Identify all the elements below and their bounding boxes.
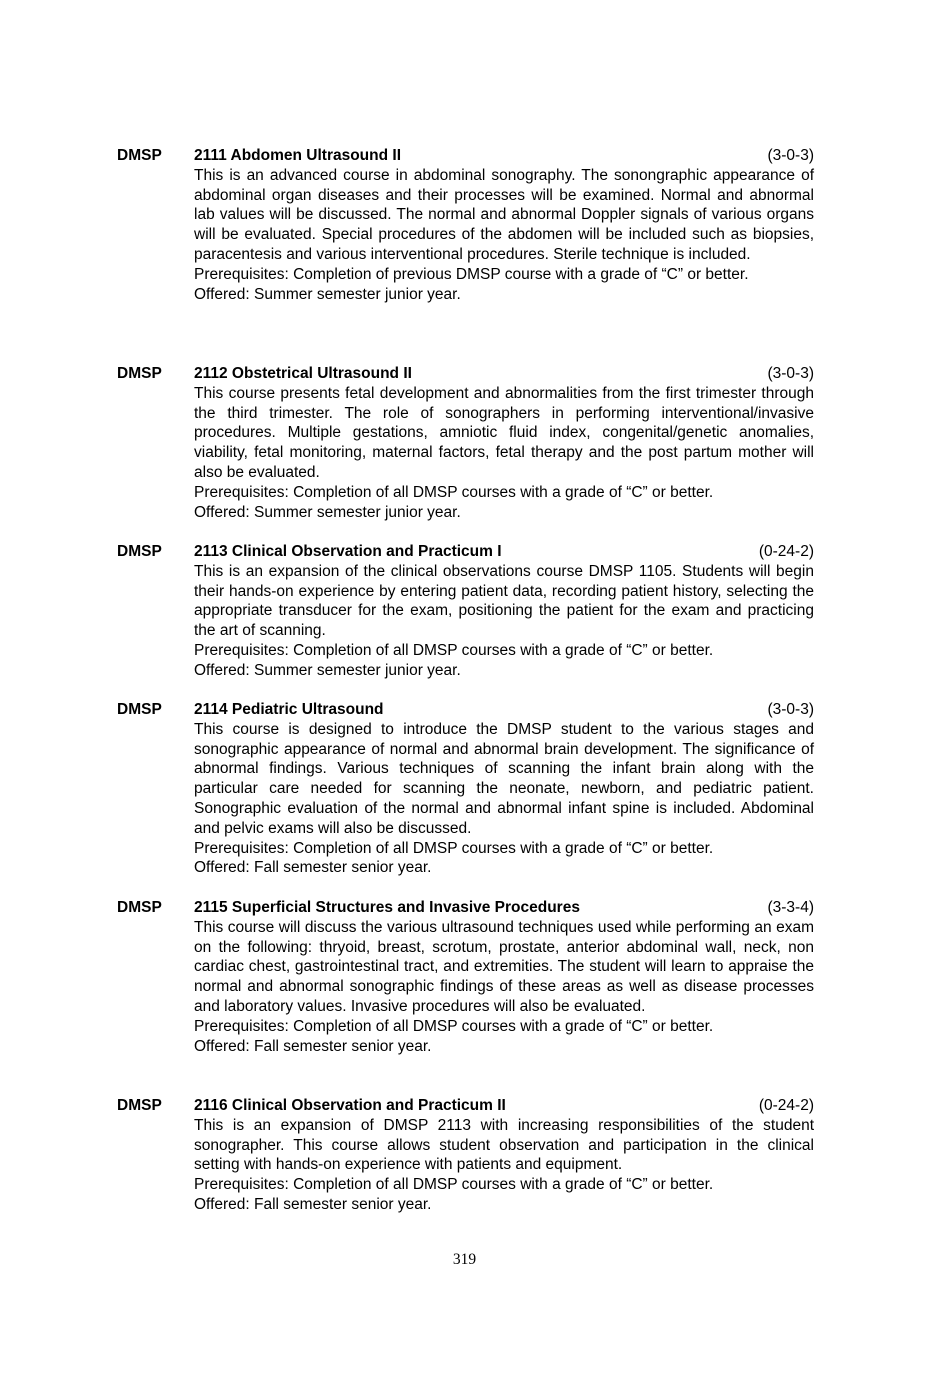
course-description: This is an advanced course in abdominal sonography. The sonongraphic appearance of abdominal organ diseases and their processes will be examined. Normal and abnormal lab values will be discussed. The normal and abnormal Doppler signals of various organs will be evaluated. Special procedures of the abdomen will be included such as biopsies, paracentesis and various interventional procedures. Sterile technique is included. [194, 166, 814, 263]
course-department: DMSP [117, 543, 162, 560]
course-description: This course will discuss the various ultrasound techniques used while performing an exam on the following: thryoid, breast, scrotum, prostate, anterior abdominal wall, neck, non cardiac chest, gastrointestinal tract, and extremities. The student will learn to appraise the normal and abnormal sonographic findings of these areas as well as disease processes and laboratory values. Invasive procedures will also be evaluated. [194, 918, 814, 1015]
course-description: This course is designed to introduce the DMSP student to the various stages and sonographic appearance of normal and abnormal brain development. The significance of abnormal findings. Various techniques of scanning the infant brain along with the particular care needed for scanning the neonate, newborn, and pediatric patient. Sonographic evaluation of the normal and abnormal infant spine is included. Abdominal and pelvic exams will also be discussed. [194, 720, 814, 837]
course-credits: (0-24-2) [758, 1097, 814, 1114]
course-department: DMSP [117, 365, 162, 382]
course-content [194, 364, 814, 522]
course-content [194, 898, 814, 1056]
course-content [194, 542, 814, 681]
course-prerequisites: Prerequisites: Completion of all DMSP courses with a grade of “C” or better. [194, 641, 714, 659]
course-title: 2114 Pediatric Ultrasound [194, 701, 384, 718]
course-offered: Offered: Fall semester senior year. [194, 1195, 432, 1213]
course-title-row [194, 1096, 814, 1116]
course-credits: (3-0-3) [767, 701, 814, 718]
course-department: DMSP [117, 899, 162, 916]
course-title-row [194, 542, 814, 562]
course-title: 2115 Superficial Structures and Invasive Procedures [194, 899, 580, 916]
course-description: This is an expansion of DMSP 2113 with increasing responsibilities of the student sonographer. This course allows student observation and participation in the clinical setting with hands-on experience with patients and equipment. [194, 1116, 814, 1174]
course-title: 2116 Clinical Observation and Practicum II [194, 1097, 506, 1114]
course-title: 2111 Abdomen Ultrasound II [194, 147, 402, 164]
course-offered: Offered: Summer semester junior year. [194, 661, 461, 679]
course-title-row [194, 898, 814, 918]
course-department: DMSP [117, 1097, 162, 1114]
course-title: 2112 Obstetrical Ultrasound II [194, 365, 412, 382]
page-number: 319 [452, 1251, 477, 1268]
course-title-row [194, 364, 814, 384]
course-offered: Offered: Summer semester junior year. [194, 285, 461, 303]
course-prerequisites: Prerequisites: Completion of previous DMSP course with a grade of “C” or better. [194, 265, 749, 283]
course-prerequisites: Prerequisites: Completion of all DMSP courses with a grade of “C” or better. [194, 1017, 714, 1035]
course-description: This course presents fetal development and abnormalities from the first trimester through the third trimester. The role of sonographers in performing interventional/invasive procedures. Multiple gestations, amniotic fluid index, congenital/genetic anomalies, viability, fetal monitoring, maternal factors, fetal therapy and the post partum mother will also be evaluated. [194, 384, 814, 481]
course-credits: (0-24-2) [758, 543, 814, 560]
course-credits: (3-0-3) [767, 147, 814, 164]
course-offered: Offered: Summer semester junior year. [194, 503, 461, 521]
course-title-row [194, 146, 814, 166]
course-offered: Offered: Fall semester senior year. [194, 1037, 432, 1055]
course-department: DMSP [117, 701, 162, 718]
course-title-row [194, 700, 814, 720]
course-title: 2113 Clinical Observation and Practicum I [194, 543, 502, 560]
course-prerequisites: Prerequisites: Completion of all DMSP courses with a grade of “C” or better. [194, 839, 714, 857]
course-content [194, 146, 814, 304]
course-description: This is an expansion of the clinical observations course DMSP 1105. Students will begin their hands-on experience by entering patient data, recording patient history, selecting the appropriate transducer for the exam, positioning the patient for the exam and practicing the art of scanning. [194, 562, 814, 640]
course-content [194, 1096, 814, 1215]
course-prerequisites: Prerequisites: Completion of all DMSP courses with a grade of “C” or better. [194, 1176, 714, 1194]
course-credits: (3-0-3) [767, 365, 814, 382]
course-department: DMSP [117, 147, 162, 164]
course-content [194, 700, 814, 878]
course-prerequisites: Prerequisites: Completion of all DMSP courses with a grade of “C” or better. [194, 483, 714, 501]
course-credits: (3-3-4) [767, 899, 814, 916]
course-offered: Offered: Fall semester senior year. [194, 859, 432, 877]
